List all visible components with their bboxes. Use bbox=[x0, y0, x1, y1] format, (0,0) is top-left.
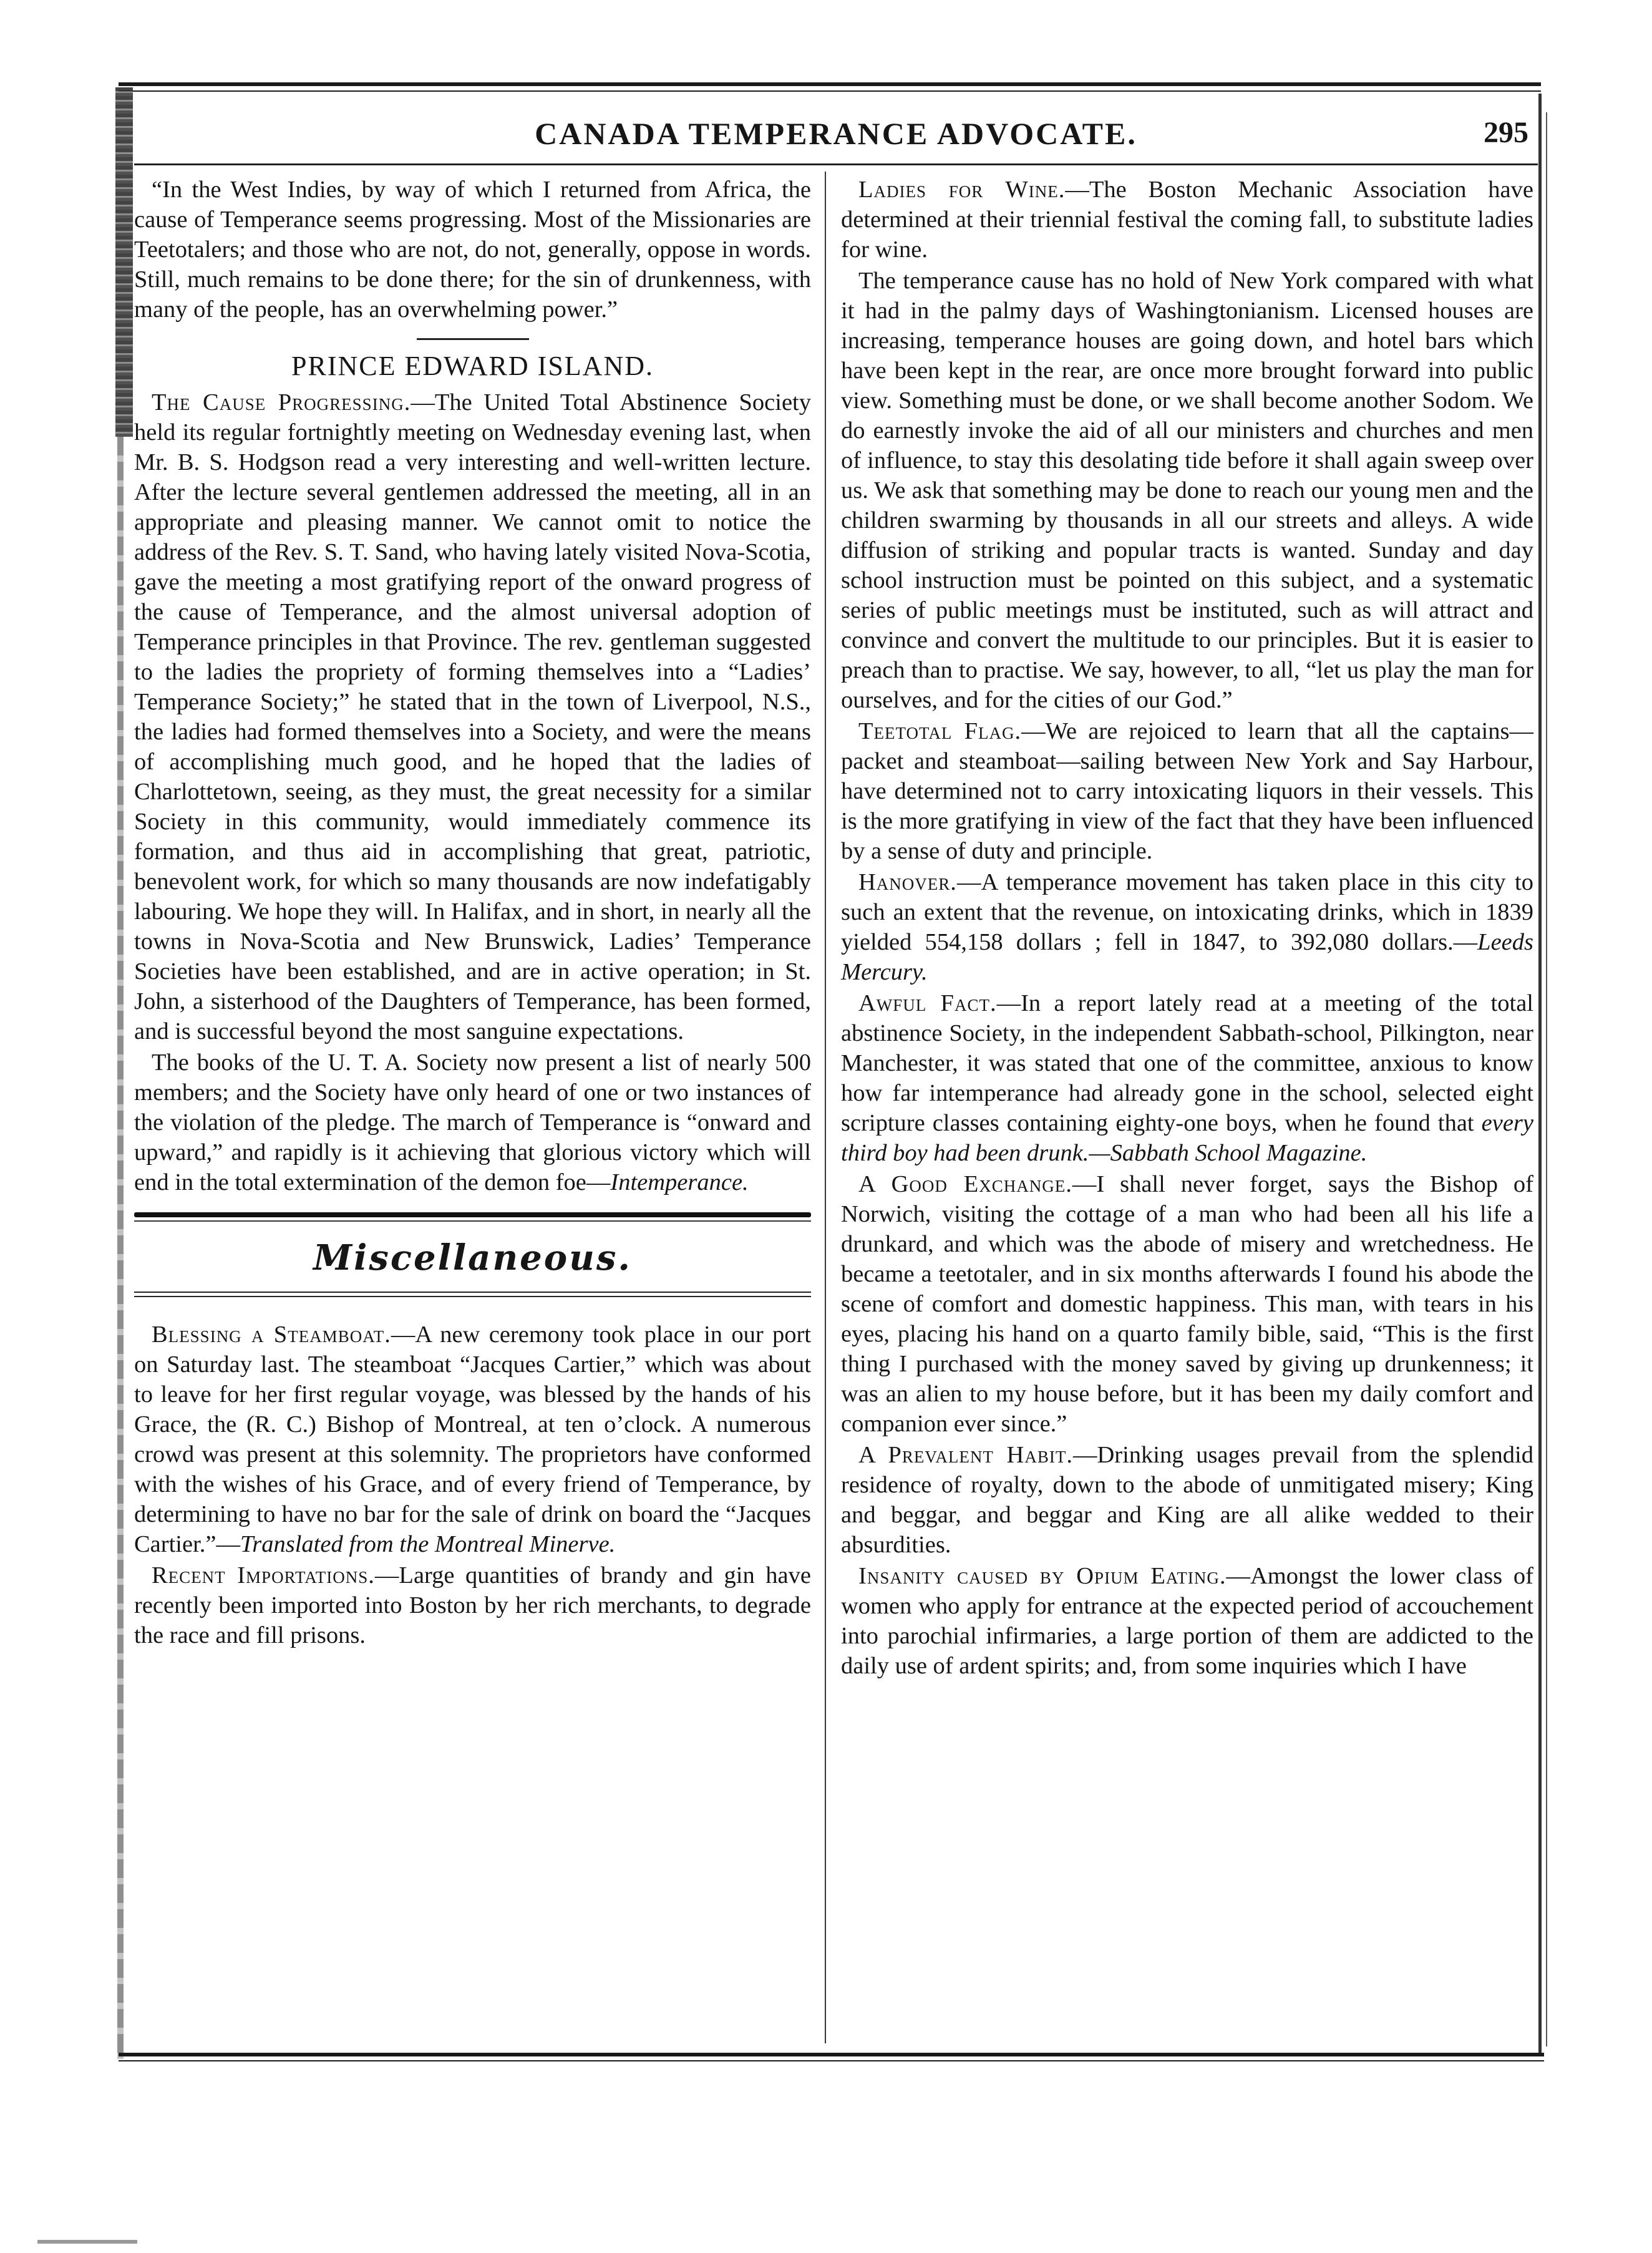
article-awful-fact bbox=[841, 988, 1533, 1168]
article-body: —I shall never forget, says the Bishop of Norwich, visiting the cottage of a man who had been all his life a drunkard, and which was the abode of misery and wretchedness. He became a teetotaler, and in six months afterwards I found his abode the scene of comfort and domestic happiness. This man, with tears in his eyes, placing his hand on a quarto family bible, said, “This is the first thing I purchased with the money saved by giving up drunkenness; it was an alien to my house before, but it has been my daily comfort and companion ever since.” bbox=[841, 1171, 1533, 1437]
left-column bbox=[134, 175, 811, 1652]
article-body: —We are rejoiced to learn that all the captains—packet and steamboat—sailing between New York and Say Harbour, have determined not to carry intoxicating liquors in their vessels. This is the more gratifying in view of the fact that they have been influenced by a sense of duty and principle. bbox=[841, 718, 1533, 864]
section-title-pei: PRINCE EDWARD ISLAND. bbox=[291, 351, 654, 381]
article-body: —Large quantities of brandy and gin have recently been imported into Boston by her rich merchants, to degrade the race and fill prisons. bbox=[134, 1562, 811, 1648]
column-divider bbox=[825, 172, 826, 2043]
section-break bbox=[134, 1212, 811, 1222]
header-rule bbox=[134, 163, 1538, 165]
article-body: —A new ceremony took place in our port on Saturday last. The steamboat “Jacques Cartier,” which was about to leave for her first regular voyage, was blessed by the hands of his Grace, the (R. C.) Bishop of Montreal, at ten o’clock. A numerous crowd was present at this solemnity. The proprietors have conformed with the wishes of his Grace, and of every friend of Temperance, by determining to have no bar for the sale of drink on board the “Jacques Cartier.”— bbox=[134, 1321, 811, 1557]
right-column bbox=[841, 175, 1533, 1682]
article-opium-eating bbox=[841, 1561, 1533, 1681]
article-source: Translated from the Montreal Minerve. bbox=[240, 1531, 616, 1557]
section-separator bbox=[417, 338, 529, 340]
article-body: —The United Total Abstinence Society held its regular fortnightly meeting on Wednesday evening last, when Mr. B. S. Hodgson read a very interesting and well-written lecture. After the lecture several gentlemen addressed the meeting, all in an appropriate and pleasing manner. We cannot omit to notice the address of the Rev. S. T. Sand, who having lately visited Nova-Scotia, gave the meeting a most gratifying report of the onward progress of the cause of Temperance, and the almost universal adoption of Temperance principles in that Province. The rev. gentleman suggested to the ladies the propriety of forming themselves into a “Ladies’ Temperance Society;” he stated that in the town of Liverpool, N.S., the ladies had formed themselves into a Society, and were the means of accomplishing much good, and he hoped that the ladies of Charlottetown, seeing, as they must, the great necessity for a similar Society in this community, would immediately commence its formation, and thus aid in accomplishing that great, patriotic, benevolent work, for which so many thousands are now indefatigably labouring. We hope they will. In Halifax, and in short, in nearly all the towns in Nova-Scotia and New Brunswick, Ladies’ Temperance Societies have been established, and are in active operation; in St. John, a sisterhood of the Daughters of Temperance, has been formed, and is successful beyond the most sanguine expectations. bbox=[134, 389, 811, 1044]
heavy-rule bbox=[134, 1212, 811, 1217]
article-lead: The Cause Progressing. bbox=[152, 389, 411, 416]
article-ladies-for-wine bbox=[841, 175, 1533, 265]
article-body: —The Boston Mechanic Association have determined at their triennial festival the coming fall, to substitute ladies for wine. bbox=[841, 177, 1533, 263]
article-lead: Awful Fact. bbox=[858, 990, 997, 1016]
article-lead: Blessing a Steamboat. bbox=[152, 1321, 391, 1348]
bottom-border-thin-rule bbox=[119, 2060, 1544, 2061]
article-body: —Drinking usages prevail from the splendid residence of royalty, down to the abode of unmitigated misery; King and beggar, and beggar and King are all alike wedded to their absurdities. bbox=[841, 1442, 1533, 1558]
article-lead: Insanity caused by Opium Eating. bbox=[858, 1563, 1227, 1589]
right-border-thin-rule bbox=[1546, 112, 1547, 2046]
page-number: 295 bbox=[1484, 116, 1528, 149]
article-body: The books of the U. T. A. Society now present a list of nearly 500 members; and the Society have only heard of one or two instances of the violation of the pledge. The march of Temperance is “onward and upward,” and rapidly is it achieving that glorious victory which will end in the total extermination of the demon foe— bbox=[134, 1049, 811, 1195]
west-indies-quote: “In the West Indies, by way of which I returned from Africa, the cause of Temperance seems progressing. Most of the Missionaries are Teetotalers; and those who are not, do not, generally, oppose in words. Still, much remains to be done there; for the sin of drunkenness, with many of the people, has an overwhelming power.” bbox=[134, 177, 811, 323]
scan-mark bbox=[37, 2240, 137, 2244]
double-rule-bottom bbox=[134, 1296, 811, 1297]
article-hanover bbox=[841, 867, 1533, 987]
article-teetotal-flag bbox=[841, 716, 1533, 866]
article-prevalent-habit bbox=[841, 1440, 1533, 1560]
article-lead: Hanover. bbox=[858, 869, 957, 895]
article-source: Leeds Mercury. bbox=[841, 929, 1533, 985]
publication-title: CANADA TEMPERANCE ADVOCATE. bbox=[535, 116, 1137, 151]
page-header bbox=[134, 115, 1538, 165]
article-body: —A temperance movement has taken place in this city to such an extent that the revenue, on intoxicating drinks, which in 1839 yielded 554,158 dollars ; fell in 1847, to 392,080 dollars.— bbox=[841, 869, 1533, 955]
top-border-thin-rule bbox=[119, 90, 1541, 92]
top-border-rule bbox=[119, 82, 1541, 86]
binding-edge bbox=[115, 87, 133, 437]
article-lead: Recent Importations. bbox=[152, 1562, 375, 1589]
article-lead: A Good Exchange. bbox=[858, 1171, 1072, 1197]
article-body: —Amongst the lower class of women who apply for entrance at the expected period of accouchement into parochial infirmaries, a large portion of them are addicted to the daily use of ardent spirits; and, from some inquiries which I have bbox=[841, 1563, 1533, 1679]
article-source: —Sabbath School Magazine. bbox=[1089, 1140, 1368, 1166]
thin-rule bbox=[134, 1220, 811, 1222]
article-lead: Ladies for Wine. bbox=[858, 177, 1066, 203]
bottom-border-rule bbox=[119, 2053, 1544, 2056]
binding-edge-lower bbox=[117, 437, 124, 2059]
article-good-exchange bbox=[841, 1169, 1533, 1439]
article-new-york: The temperance cause has no hold of New York compared with what it had in the palmy days of Washingtonianism. Licensed houses are increasing, temperance houses are going down, and hotel bars which have been kept in the rear, are once more brought forward into public view. Something must be done, or we shall become another Sodom. We do earnestly invoke the aid of all our ministers and churches and men of influence, to stay this desolating tide before it shall again sweep over us. We ask that something may be done to reach our young men and the children swarming by thousands in all our streets and alleys. A wide diffusion of striking and popular tracts is wanted. Sunday and day school instruction must be pointed on this subject, and a systematic series of public meetings must be instituted, such as will attract and convince and convert the multitude to our principles. But it is easier to preach than to practise. We say, however, to all, “let us play the man for ourselves, and for the cities of our God.” bbox=[841, 268, 1533, 713]
article-recent-importations bbox=[134, 1560, 811, 1650]
article-blessing-steamboat bbox=[134, 1320, 811, 1559]
article-body: —In a report lately read at a meeting of the total abstinence Society, in the independent Sabbath-school, Pilkington, near Manchester, it was stated that one of the committee, anxious to know how far intemperance had already gone in the school, selected eight scripture classes containing eighty-one boys, when he found that bbox=[841, 990, 1533, 1136]
article-society-books bbox=[134, 1048, 811, 1197]
article-emphasis: Intemperance. bbox=[610, 1169, 749, 1195]
right-border-rule bbox=[1538, 94, 1542, 2053]
double-rule-top bbox=[134, 1292, 811, 1293]
article-emphasis: every third boy had been drunk. bbox=[841, 1110, 1533, 1166]
article-lead: Teetotal Flag. bbox=[858, 718, 1022, 744]
article-cause-progressing bbox=[134, 387, 811, 1046]
article-lead: A Prevalent Habit. bbox=[858, 1442, 1073, 1468]
section-title-miscellaneous: Miscellaneous. bbox=[313, 1237, 632, 1278]
